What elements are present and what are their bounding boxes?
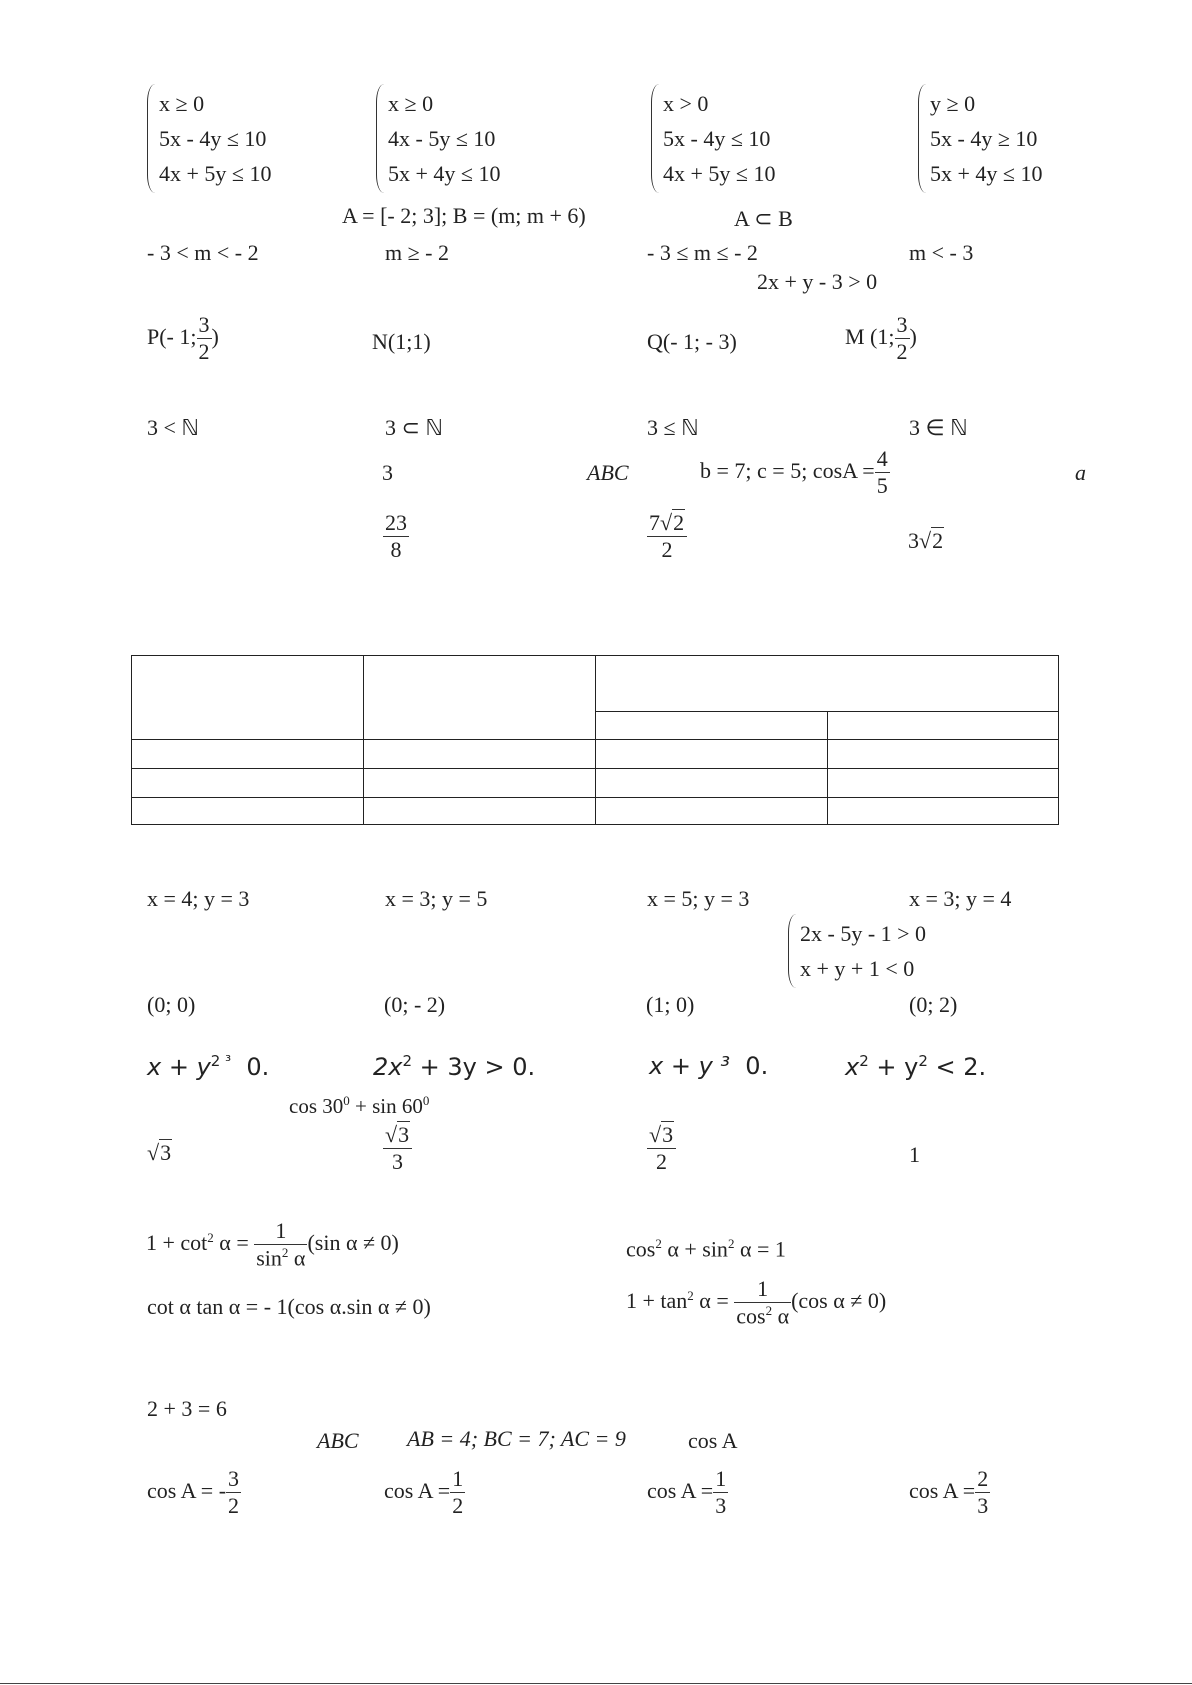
denominator: 3 (977, 1493, 989, 1519)
q1-option-a-system (147, 86, 271, 191)
q9-expression (289, 1094, 429, 1117)
table-cell (132, 656, 364, 740)
q7-option-c: (1; 0) (646, 992, 695, 1017)
fraction (647, 510, 687, 564)
table-cell (828, 712, 1059, 740)
expr: < 2. (927, 1053, 987, 1081)
q2-option-d: m < - 3 (909, 240, 974, 265)
expr: cos A = (384, 1477, 451, 1503)
page-bottom-divider (0, 1683, 1192, 1684)
denominator: 8 (390, 537, 402, 563)
table-cell (364, 740, 596, 769)
system-line: y ≥ 0 (930, 91, 976, 116)
system-line: 5x + 4y ≤ 10 (388, 161, 501, 186)
table-cell (828, 740, 1059, 769)
q8-option-d (845, 1054, 986, 1079)
system-line: x > 0 (663, 91, 709, 116)
q1-option-b-system (376, 86, 500, 191)
q4-option-c: 3 ≤ ℕ (647, 415, 699, 440)
q2-option-c: - 3 ≤ m ≤ - 2 (647, 240, 758, 265)
system-line: 5x - 4y ≥ 10 (930, 126, 1038, 151)
numerator: 3 (226, 1466, 241, 1493)
fraction (254, 1218, 307, 1272)
q4-option-a: 3 < ℕ (147, 415, 200, 440)
system-line: 4x + 5y ≤ 10 (159, 161, 272, 186)
fraction (450, 1466, 465, 1520)
q6-option-d: x = 3; y = 4 (909, 886, 1012, 911)
given-values: b = 7; c = 5; cosA = (700, 457, 875, 483)
expr: 2x (373, 1053, 403, 1081)
system-line: x ≥ 0 (159, 91, 205, 116)
q5-side: 3 (382, 460, 393, 485)
denominator: 2 (896, 339, 908, 365)
q4-option-b: 3 ⊂ ℕ (385, 415, 444, 440)
point-label: P(- 1; (147, 323, 197, 349)
superscript: 2 (402, 1052, 413, 1070)
denominator (254, 1245, 307, 1272)
radicand: 2 (673, 510, 685, 535)
q9-option-d: 1 (909, 1142, 920, 1167)
q12-option-c (647, 1466, 728, 1520)
expr: x + y ³ (649, 1052, 731, 1080)
q7-option-d: (0; 2) (909, 992, 958, 1017)
data-table (131, 655, 1059, 825)
numerator: 1 (734, 1276, 791, 1303)
expr: 0. (745, 1052, 769, 1080)
q12-option-d (909, 1466, 990, 1520)
denominator: 2 (198, 339, 210, 365)
q1-option-d-system (918, 86, 1042, 191)
numerator: 1 (450, 1466, 465, 1493)
q7-system (788, 916, 926, 986)
q3-option-q: Q(- 1; - 3) (647, 329, 737, 354)
expr: α = 1 (734, 1236, 786, 1262)
table-cell (596, 656, 1059, 712)
q5-option-c (647, 510, 687, 564)
table-cell (596, 712, 828, 740)
expr: α = (693, 1288, 729, 1314)
fraction (647, 1122, 676, 1176)
superscript: 2 (765, 1303, 773, 1319)
table-cell (132, 740, 364, 769)
brace (147, 84, 156, 193)
expr: + sin 60 (349, 1094, 423, 1118)
fraction (197, 312, 212, 366)
table-cell (132, 769, 364, 798)
q5-unknown: a (1075, 460, 1086, 485)
numerator: 3 (895, 312, 910, 339)
brace (788, 914, 797, 988)
expr: cos A = (647, 1477, 714, 1503)
expr: 0. (246, 1053, 270, 1081)
brace (651, 84, 660, 193)
expr: cos A = (909, 1477, 976, 1503)
q2-sets: A = [- 2; 3]; B = (m; m + 6) (342, 203, 586, 228)
expr: x + y (147, 1053, 211, 1081)
fraction (226, 1466, 241, 1520)
system-line: 4x + 5y ≤ 10 (663, 161, 776, 186)
denominator: 2 (661, 537, 673, 563)
q12-triangle: ABC (317, 1428, 359, 1453)
q10-identity-d (626, 1276, 886, 1330)
table-row (132, 769, 1059, 798)
condition: (cos α ≠ 0) (791, 1288, 887, 1314)
degree: 0 (422, 1093, 430, 1108)
fraction (895, 312, 910, 366)
superscript: 2 (655, 1236, 662, 1251)
denominator (734, 1303, 791, 1330)
denominator: 2 (656, 1149, 668, 1175)
degree: 0 (343, 1093, 350, 1108)
paren: ) (909, 323, 917, 349)
q8-option-b (373, 1054, 535, 1079)
q9-option-b (383, 1122, 412, 1176)
q8-option-c (649, 1054, 768, 1078)
system-line: 2x - 5y - 1 > 0 (800, 921, 927, 946)
table-row (132, 740, 1059, 769)
system-line: 5x + 4y ≤ 10 (930, 161, 1043, 186)
expr: cos (736, 1303, 766, 1329)
expr: cos (626, 1236, 656, 1262)
q11-statement: 2 + 3 = 6 (147, 1396, 227, 1421)
table-cell (828, 769, 1059, 798)
denominator: 3 (392, 1149, 404, 1175)
table-cell (828, 798, 1059, 825)
expr: sin (256, 1245, 282, 1271)
radicand: 3 (662, 1122, 674, 1147)
superscript: 2 (727, 1236, 735, 1251)
superscript: 2 (687, 1287, 694, 1303)
superscript: 2 ³ (210, 1052, 232, 1070)
fraction (383, 510, 409, 564)
q2-condition: A ⊂ B (734, 206, 793, 231)
radicand: 2 (932, 528, 944, 553)
coefficient: 3 (908, 528, 919, 553)
table-cell (596, 798, 828, 825)
expr: cos A = - (147, 1477, 227, 1503)
q1-option-c-system (651, 86, 775, 191)
system-line: 5x - 4y ≤ 10 (663, 126, 771, 151)
table-cell (364, 769, 596, 798)
q8-option-a (147, 1054, 269, 1079)
q3-option-n: N(1;1) (372, 329, 431, 354)
numerator: 7√2 (647, 510, 687, 537)
q3-option-p (147, 312, 219, 366)
numerator: 2 (975, 1466, 990, 1493)
q10-identity-b (626, 1237, 786, 1260)
superscript: 2 (859, 1052, 869, 1070)
denominator: 3 (715, 1493, 727, 1519)
numerator: √3 (647, 1122, 676, 1149)
q12-option-a (147, 1466, 241, 1520)
q12-sides: AB = 4; BC = 7; AC = 9 (407, 1426, 626, 1451)
denominator: 5 (876, 473, 888, 499)
q7-option-b: (0; - 2) (384, 992, 446, 1017)
q6-option-a: x = 4; y = 3 (147, 886, 250, 911)
q5-given (700, 446, 890, 500)
q5-option-b (383, 510, 409, 564)
expr: 1 + cot (146, 1230, 208, 1256)
q3-option-m (845, 312, 917, 366)
numerator: 3 (197, 312, 212, 339)
fraction (875, 446, 890, 500)
brace (918, 84, 927, 193)
radicand: 3 (398, 1122, 410, 1147)
numerator: 1 (713, 1466, 728, 1493)
fraction (383, 1122, 412, 1176)
expr: α = (213, 1230, 249, 1256)
numerator: 23 (383, 510, 409, 537)
brace (376, 84, 385, 193)
q6-option-c: x = 5; y = 3 (647, 886, 750, 911)
fraction (975, 1466, 990, 1520)
table-cell (364, 798, 596, 825)
superscript: 2 (281, 1245, 289, 1261)
q2-option-a: - 3 < m < - 2 (147, 240, 259, 265)
numerator: √3 (383, 1122, 412, 1149)
superscript: 2 (918, 1052, 928, 1070)
superscript: 2 (207, 1229, 214, 1245)
expr: x (845, 1053, 860, 1081)
condition: (sin α ≠ 0) (307, 1230, 399, 1256)
system-line: 4x - 5y ≤ 10 (388, 126, 496, 151)
expr: α + sin (661, 1236, 728, 1262)
point-label: M (1; (845, 323, 895, 349)
q10-identity-a (146, 1218, 399, 1272)
coefficient: 7 (649, 510, 660, 535)
q9-option-c (647, 1122, 676, 1176)
numerator: 1 (254, 1218, 307, 1245)
q10-identity-c: cot α tan α = - 1(cos α.sin α ≠ 0) (147, 1294, 431, 1319)
denominator: 2 (452, 1493, 464, 1519)
q7-option-a: (0; 0) (147, 992, 196, 1017)
expr: + y (868, 1053, 919, 1081)
table-row (132, 798, 1059, 825)
q6-option-b: x = 3; y = 5 (385, 886, 488, 911)
q3-inequality: 2x + y - 3 > 0 (757, 269, 878, 294)
q2-option-b: m ≥ - 2 (385, 240, 450, 265)
expr: + 3y > 0. (412, 1053, 536, 1081)
q4-option-d: 3 ∈ ℕ (909, 415, 968, 440)
expr: cos 30 (289, 1094, 344, 1118)
q5-option-d: 3√2 (908, 528, 944, 553)
expr: 1 + tan (626, 1288, 688, 1314)
table-cell (596, 769, 828, 798)
system-line: x ≥ 0 (388, 91, 434, 116)
expr: α (772, 1303, 790, 1329)
q9-option-a: √3 (147, 1140, 172, 1165)
table-cell (596, 740, 828, 769)
fraction (734, 1276, 791, 1330)
radicand: 3 (160, 1140, 172, 1165)
q5-triangle: ABC (587, 460, 629, 485)
numerator: 4 (875, 446, 890, 473)
table-cell (132, 798, 364, 825)
q12-option-b (384, 1466, 465, 1520)
system-line: x + y + 1 < 0 (800, 956, 915, 981)
paren: ) (211, 323, 219, 349)
system-line: 5x - 4y ≤ 10 (159, 126, 267, 151)
q12-ask: cos A (688, 1428, 738, 1453)
fraction (713, 1466, 728, 1520)
denominator: 2 (228, 1493, 240, 1519)
table-cell (364, 656, 596, 740)
expr: α (288, 1245, 306, 1271)
